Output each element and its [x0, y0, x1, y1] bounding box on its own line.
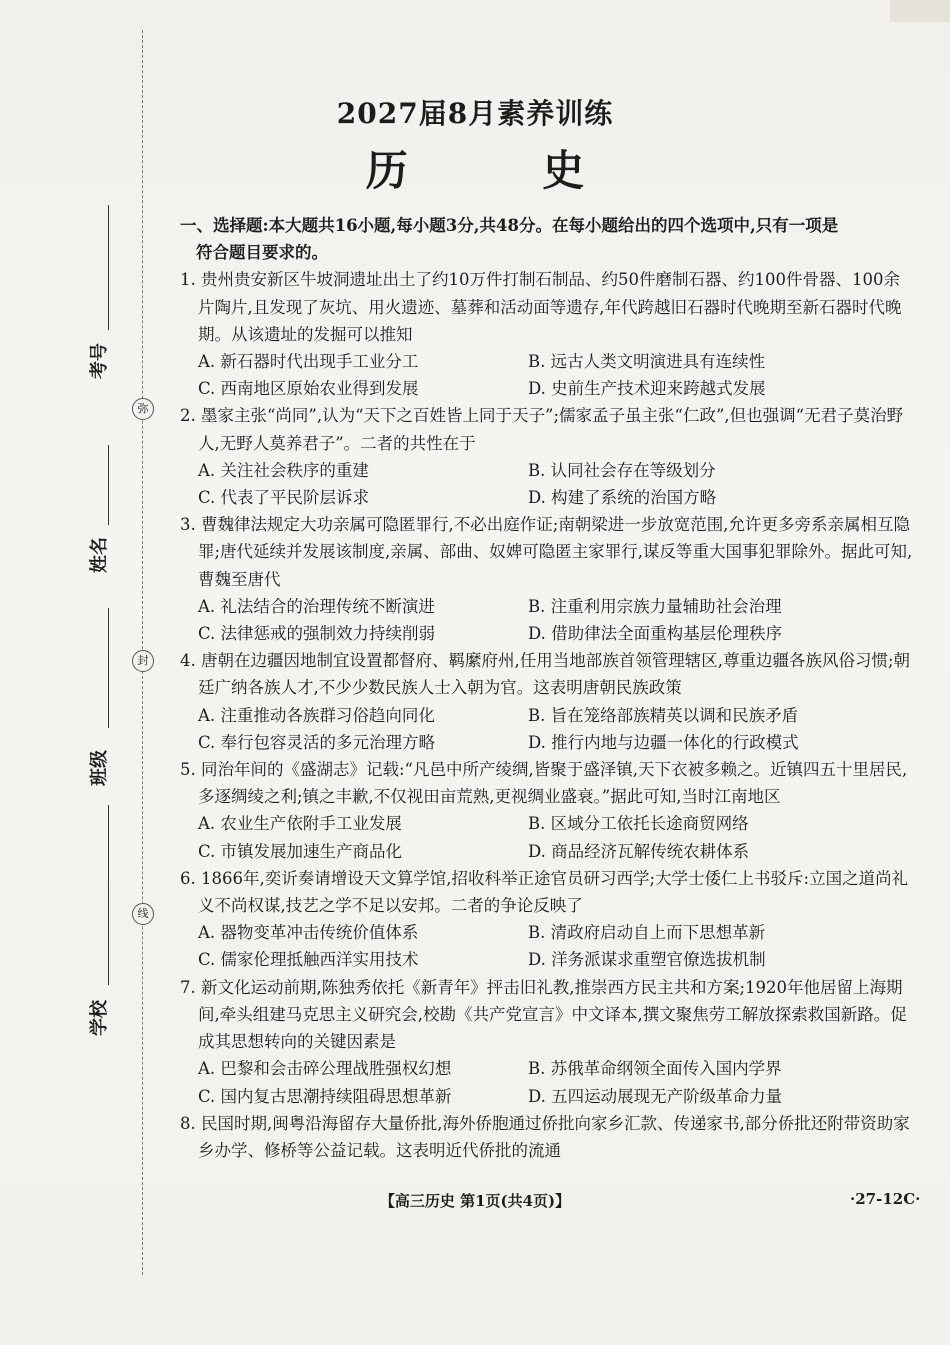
option-d: D. 五四运动展现无产阶级革命力量: [528, 1086, 783, 1106]
option-a: A. 巴黎和会击碎公理战胜强权幻想: [198, 1059, 452, 1079]
option-d: D. 借助律法全面重构基层伦理秩序: [528, 624, 783, 644]
seal-mark-mi: 弥: [132, 398, 154, 420]
exam-number-line: [108, 205, 109, 330]
exam-number-label: 考号: [89, 343, 110, 379]
page-corner: [890, 0, 950, 22]
page-footer: 【高三历史 第1页(共4页)】: [379, 1192, 571, 1210]
seal-mark-feng: 封: [132, 650, 154, 672]
question-stem: 2. 墨家主张“尚同”,认为“天下之百姓皆上同于天子”;儒家孟子虽主张“仁政”,但也强调“无君子莫治野人,无野人莫养君子”。二者的共性在于: [180, 406, 904, 453]
option-a: A. 农业生产依附手工业发展: [198, 814, 402, 834]
option-c: C. 代表了平民阶层诉求: [198, 488, 370, 508]
section-instruction-line2: 符合题目要求的。: [196, 243, 328, 263]
question-1: [180, 266, 915, 402]
question-5: [180, 756, 915, 865]
option-d: D. 史前生产技术迎来跨越式发展: [528, 379, 766, 399]
question-3: [180, 511, 915, 647]
school-label: 学校: [89, 1000, 110, 1036]
option-c: C. 奉行包容灵活的多元治理方略: [198, 732, 436, 752]
option-d: D. 构建了系统的治国方略: [528, 488, 717, 508]
options-grid: [180, 593, 915, 647]
options-grid: [180, 457, 915, 511]
option-c: C. 法律惩戒的强制效力持续削弱: [198, 624, 436, 644]
question-6: [180, 865, 915, 974]
question-stem: 6. 1866年,奕䜣奏请增设天文算学馆,招收科举正途官员研习西学;大学士倭仁上书驳斥:立国之道尚礼义不尚权谋,技艺之学不足以安邦。二者的争论反映了: [180, 868, 909, 916]
question-stem: 1. 贵州贵安新区牛坡洞遗址出土了约10万件打制石制品、约50件磨制石器、约100件骨器、100余片陶片,且发现了灰坑、用火遗迹、墓葬和活动面等遗存,年代跨越旧石器时代晚期至新石器时代晚期。从该遗址的发掘可以推知: [180, 270, 902, 344]
option-b: B. 远古人类文明演进具有连续性: [528, 352, 766, 372]
question-2: [180, 402, 915, 511]
option-b: B. 认同社会存在等级划分: [528, 460, 716, 480]
option-a: A. 器物变革冲击传统价值体系: [198, 923, 419, 943]
options-grid: [180, 1055, 915, 1109]
option-b: B. 区域分工依托长途商贸网络: [528, 814, 749, 834]
subject-title: 历 史: [365, 146, 645, 195]
question-stem: 7. 新文化运动前期,陈独秀依托《新青年》抨击旧礼教,推崇西方民主共和方案;1920年他居留上海期间,牵头组建马克思主义研究会,校勘《共产党宣言》中文译本,撰文聚焦劳工解放探索救国新路。促成其思想转向的关键因素是: [180, 977, 907, 1052]
options-grid: [180, 348, 915, 402]
question-stem: 3. 曹魏律法规定大功亲属可隐匿罪行,不必出庭作证;南朝梁进一步放宽范围,允许更多旁系亲属相互隐罪;唐代延续并发展该制度,亲属、部曲、奴婢可隐匿主家罪行,谋反等重大国事犯罪除外。据此可知,曹魏至唐代: [180, 515, 913, 589]
paper-code: ·27-12C·: [850, 1190, 921, 1208]
option-a: A. 礼法结合的治理传统不断演进: [198, 596, 435, 616]
option-b: B. 旨在笼络部族精英以调和民族矛盾: [528, 705, 799, 725]
options-grid: [180, 919, 915, 973]
class-label: 班级: [89, 750, 110, 786]
option-d: D. 商品经济瓦解传统农耕体系: [528, 841, 750, 861]
option-c: C. 西南地区原始农业得到发展: [198, 379, 419, 399]
option-c: C. 儒家伦理抵触西洋实用技术: [198, 950, 419, 970]
question-4: [180, 647, 915, 756]
seal-mark-xian: 线: [132, 903, 154, 925]
question-7: [180, 974, 915, 1110]
question-stem: 5. 同治年间的《盛湖志》记载:“凡邑中所产绫绸,皆聚于盛泽镇,天下衣被多赖之。近镇四五十里居民,多逐绸绫之利;镇之丰歉,不仅视田亩荒熟,更视绸业盛衰。”据此可知,当时江南地区: [180, 760, 908, 807]
option-c: C. 市镇发展加速生产商品化: [198, 841, 403, 861]
school-line: [108, 805, 109, 985]
options-grid: [180, 702, 915, 756]
options-grid: [180, 810, 915, 864]
question-area: [180, 212, 915, 1164]
option-a: A. 新石器时代出现手工业分工: [198, 352, 419, 372]
name-label: 姓名: [89, 537, 110, 573]
option-c: C. 国内复古思潮持续阻碍思想革新: [198, 1086, 452, 1106]
question-stem: 4. 唐朝在边疆因地制宜设置都督府、羁縻府州,任用当地部族首领管理辖区,尊重边疆各族风俗习惯;朝廷广纳各族人才,不少少数民族人士入朝为官。这表明唐朝民族政策: [180, 651, 911, 698]
class-line: [108, 608, 109, 728]
section-instruction-line1: 一、选择题:本大题共16小题,每小题3分,共48分。在每小题给出的四个选项中,只有一项是: [180, 216, 839, 235]
option-a: A. 关注社会秩序的重建: [198, 460, 369, 480]
option-a: A. 注重推动各族群习俗趋向同化: [198, 705, 435, 725]
option-b: B. 苏俄革命纲领全面传入国内学界: [528, 1059, 782, 1079]
question-8: [180, 1110, 915, 1164]
option-b: B. 清政府启动自上而下思想革新: [528, 923, 766, 943]
question-stem: 8. 民国时期,闽粤沿海留存大量侨批,海外侨胞通过侨批向家乡汇款、传递家书,部分侨批还附带资助家乡办学、修桥等公益记载。这表明近代侨批的流通: [180, 1113, 910, 1160]
exam-title: 2027届8月素养训练: [336, 97, 614, 130]
option-d: D. 洋务派谋求重塑官僚选拔机制: [528, 950, 766, 970]
section-heading: [180, 212, 915, 266]
option-b: B. 注重利用宗族力量辅助社会治理: [528, 596, 782, 616]
name-line: [108, 445, 109, 525]
option-d: D. 推行内地与边疆一体化的行政模式: [528, 732, 799, 752]
